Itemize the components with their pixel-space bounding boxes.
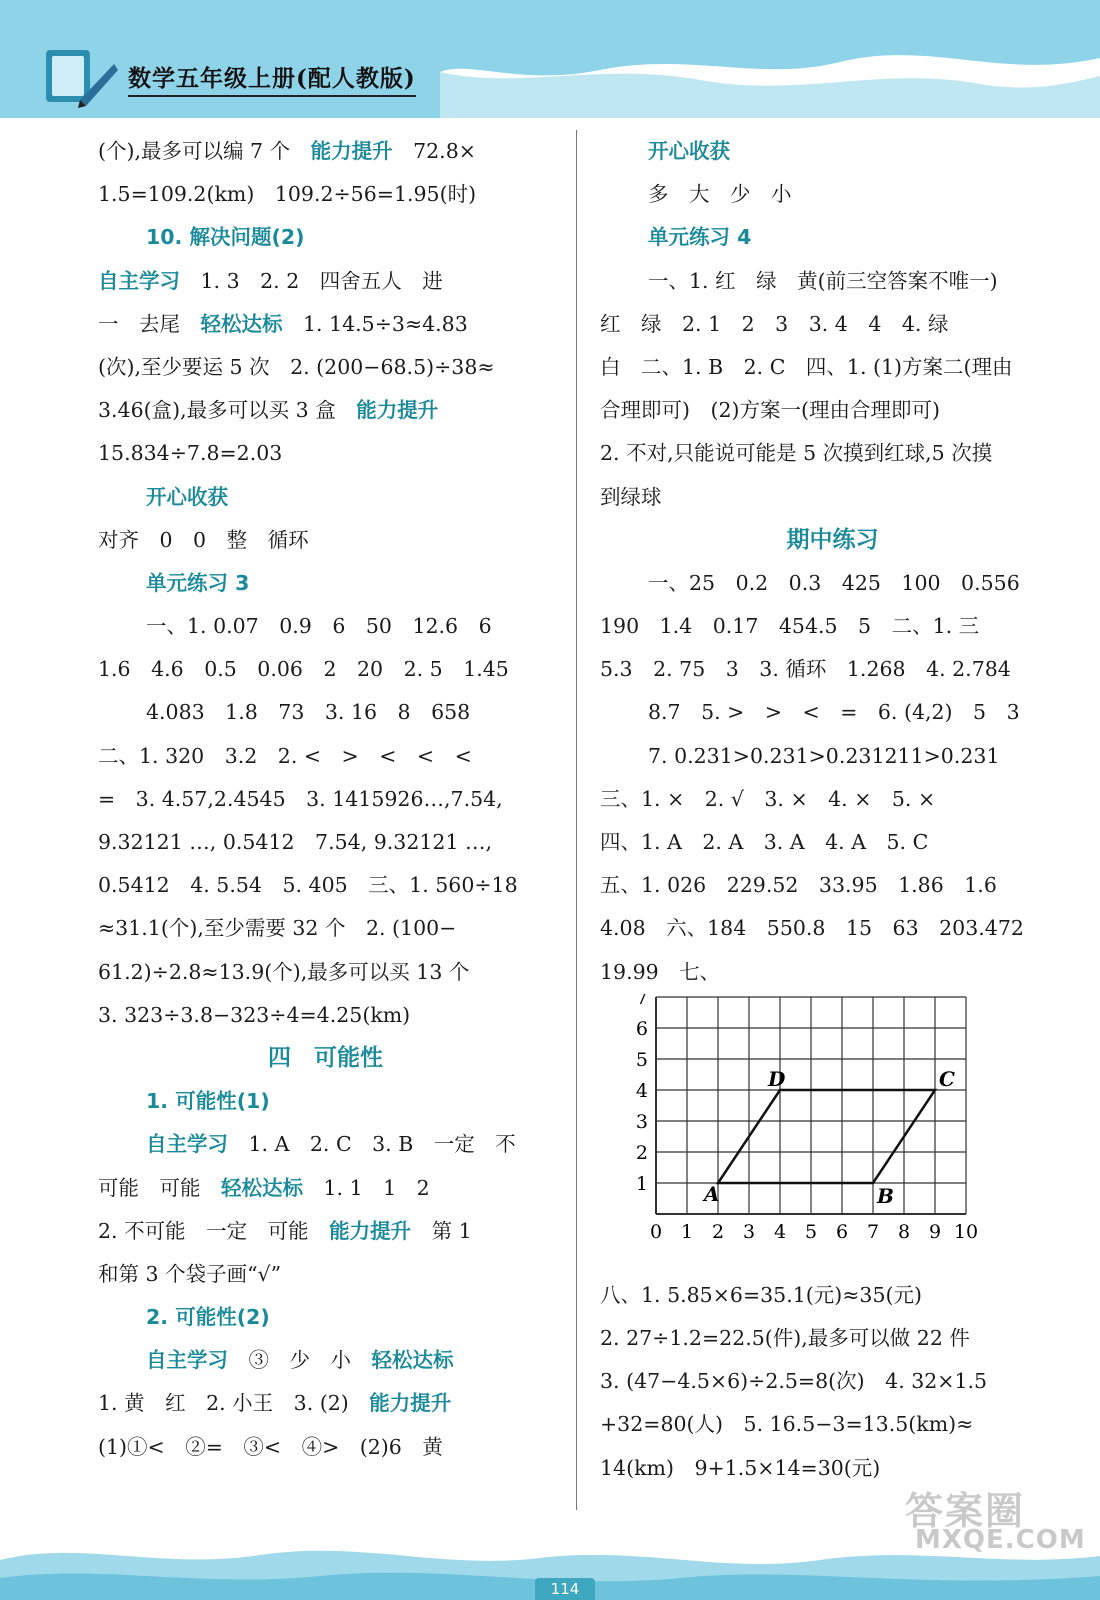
answer-line [600,1317,1065,1360]
answer-text: 4.08 六、184 550.8 15 63 203.472 [600,916,1024,941]
x-tick-label: 6 [835,1220,849,1243]
answer-line [98,476,553,519]
answer-text: 3.46(盒),最多可以买 3 盒 [98,398,357,423]
x-tick-label: 8 [897,1220,911,1243]
answer-text: 三、1. × 2. √ 3. × 4. × 5. × [600,786,936,811]
answer-line [600,951,1065,994]
answer-text: 1.6 4.6 0.5 0.06 2 20 2. 5 1.45 [98,657,509,682]
watermark-text: 答案圈 [905,1489,1026,1533]
answer-line [98,907,553,950]
answer-line [98,519,553,562]
answer-text: 一 去尾 [98,311,201,336]
x-tick-label: 1 [680,1220,694,1243]
answer-text: 五、1. 026 229.52 33.95 1.86 1.6 [600,873,997,898]
answer-line [98,605,553,648]
answer-line [600,432,1065,475]
section-label: 能力提升 [310,139,393,163]
coordinate-grid [600,994,1065,1274]
answer-text: 多 大 少 小 [648,182,792,207]
answer-text: 一、25 0.2 0.3 425 100 0.556 [648,570,1020,595]
section-label: 轻松达标 [371,1348,454,1373]
answer-text: 19.99 七、 [600,959,721,984]
x-tick-label: 10 [953,1220,979,1243]
answer-line [98,216,553,259]
answer-text: 3. 323÷3.8−323÷4=4.25(km) [98,1002,411,1027]
x-tick-label: 4 [773,1220,787,1243]
header-wave-band [0,0,1100,118]
coordinate-grid-figure [600,994,1065,1274]
answer-line [600,648,1065,691]
answer-line [600,216,1065,259]
answer-line [98,1253,553,1296]
x-tick-label: 9 [928,1220,942,1243]
answer-line [600,605,1065,648]
answer-line [600,519,1065,562]
answer-line [600,691,1065,734]
answer-line [98,951,553,994]
answer-text: 8.7 5. > > < = 6. (4,2) 5 3 [648,700,1020,725]
answer-line [98,260,553,303]
section-label: 自主学习 [146,1132,228,1157]
point-label: B [877,1183,894,1208]
answer-text: 和第 3 个袋子画“√” [98,1261,282,1286]
answer-line [600,907,1065,950]
x-tick-label: 0 [649,1220,663,1243]
answer-line [98,1167,553,1210]
answer-line [98,691,553,734]
answer-line [98,1123,553,1166]
answer-text: 1. A 2. C 3. B 一定 不 [228,1132,516,1157]
x-tick-label: 3 [742,1220,756,1243]
answer-text: 二、1. 320 3.2 2. < > < < < [98,743,472,768]
y-tick-label: 4 [635,1079,648,1102]
answer-line [600,389,1065,432]
y-tick-label: 3 [635,1110,648,1133]
answer-text: 合理即可) (2)方案一(理由合理即可) [600,398,941,423]
page-number: 114 [535,1578,595,1600]
answer-text: 5.3 2. 75 3 3. 循环 1.268 4. 2.784 [600,657,1011,682]
section-label: 自主学习 [146,1348,228,1373]
section-label: 轻松达标 [200,311,283,336]
left-column [98,130,553,1469]
answer-line [98,864,553,907]
answer-line [98,1382,553,1425]
answer-line [98,1037,553,1080]
answer-text: 0.5412 4. 5.54 5. 405 三、1. 560÷18 [98,873,518,898]
section-label: 单元练习 4 [648,225,752,250]
section-label: 能力提升 [356,398,439,423]
answer-line [600,173,1065,216]
y-tick-label: 2 [635,1141,648,1164]
answer-text: 到绿球 [600,484,662,509]
answer-line [600,303,1065,346]
answer-text: = 3. 4.57,2.4545 3. 1415926…,7.54, [98,786,503,811]
y-tick-label: 6 [635,1017,648,1040]
answer-line [98,1296,553,1339]
answer-text: 4.083 1.8 73 3. 16 8 658 [146,700,471,725]
answer-text: (次),至少要运 5 次 2. (200−68.5)÷38≈ [98,354,495,379]
answer-line [600,130,1065,173]
x-tick-label: 7 [866,1220,880,1243]
answer-line [600,1403,1065,1446]
answer-line [98,389,553,432]
answer-text: (1)①< ②= ③< ④> (2)6 黄 [98,1434,443,1459]
answer-line [600,260,1065,303]
answer-text: 白 二、1. B 2. C 四、1. (1)方案二(理由 [600,354,1013,379]
answer-text: 190 1.4 0.17 454.5 5 二、1. 三 [600,614,980,639]
answer-line [600,735,1065,778]
answer-text: 7. 0.231>0.231>0.231211>0.231 [648,743,1000,768]
answer-line [98,735,553,778]
answer-line [600,1360,1065,1403]
answer-text: +32=80(人) 5. 16.5−3=13.5(km)≈ [600,1412,974,1437]
section-label: 四 可能性 [268,1044,383,1071]
answer-text: 红 绿 2. 1 2 3 3. 4 4 4. 绿 [600,311,949,336]
section-label: 开心收获 [146,484,228,509]
answer-text: 1. 3 2. 2 四舍五人 进 [180,268,443,293]
point-label: A [704,1181,720,1206]
y-tick-label: 7 [635,993,648,1009]
section-label: 2. 可能性(2) [146,1305,270,1330]
page-title: 数学五年级上册(配人教版) [128,60,416,97]
answer-line [98,778,553,821]
answer-line [600,346,1065,389]
x-tick-label: 5 [804,1220,818,1243]
answer-text: (个),最多可以编 7 个 [98,139,311,163]
answer-line [98,562,553,605]
answer-line [98,648,553,691]
section-label: 1. 可能性(1) [146,1089,270,1114]
answer-line [600,476,1065,519]
section-label: 能力提升 [329,1218,412,1243]
section-label: 开心收获 [648,139,730,163]
answer-line [98,303,553,346]
answer-text: 2. 不可能 一定 可能 [98,1218,330,1243]
answer-text: 72.8× [392,139,476,163]
answer-text: 2. 不对,只能说可能是 5 次摸到红球,5 次摸 [600,441,993,466]
answer-line [600,562,1065,605]
answer-line [98,1210,553,1253]
answer-line [98,173,553,216]
x-tick-label: 2 [711,1220,725,1243]
section-label: 10. 解决问题(2) [146,225,305,250]
point-label: D [768,1066,786,1091]
answer-text: 对齐 0 0 整 循环 [98,527,309,552]
answer-line [600,821,1065,864]
answer-line [98,994,553,1037]
y-tick-label: 1 [635,1172,648,1195]
answer-text: 可能 可能 [98,1175,221,1200]
right-column [600,130,1065,1490]
answer-line [98,130,553,173]
answer-text: ≈31.1(个),至少需要 32 个 2. (100− [98,916,457,941]
answer-text: 9.32121 …, 0.5412 7.54, 9.32121 …, [98,830,493,854]
answer-text: 1. 黄 红 2. 小王 3. (2) [98,1391,370,1416]
answer-line [98,346,553,389]
answer-line [600,1274,1065,1317]
answer-line [98,1339,553,1382]
book-pencil-icon [40,40,120,110]
section-label: 自主学习 [98,268,180,293]
answer-line [600,778,1065,821]
answer-text: 14(km) 9+1.5×14=30(元) [600,1455,881,1480]
section-label: 单元练习 3 [146,570,250,595]
answer-text: 1. 14.5÷3≈4.83 [282,311,468,336]
answer-text: 八、1. 5.85×6=35.1(元)≈35(元) [600,1282,923,1307]
answer-text: 1. 1 1 2 [303,1175,430,1200]
answer-text: 1.5=109.2(km) 109.2÷56=1.95(时) [98,182,477,207]
answer-text: 3. (47−4.5×6)÷2.5=8(次) 4. 32×1.5 [600,1369,988,1394]
watermark-url: MXQE.COM [915,1525,1086,1555]
answer-text: 一、1. 红 绿 黄(前三空答案不唯一) [648,268,998,293]
answer-line [600,864,1065,907]
answer-text: 一、1. 0.07 0.9 6 50 12.6 6 [146,614,492,639]
y-tick-label: 5 [635,1048,648,1071]
answer-line [98,432,553,475]
answer-line [98,821,553,864]
answer-text: 第 1 [411,1218,472,1243]
answer-text: 15.834÷7.8=2.03 [98,441,283,466]
section-label: 期中练习 [786,526,879,553]
answer-line [98,1426,553,1469]
column-divider [576,130,577,1510]
parallelogram-abcd [718,1090,935,1183]
answer-text: 2. 27÷1.2=22.5(件),最多可以做 22 件 [600,1325,970,1350]
section-label: 轻松达标 [221,1175,303,1200]
point-label: C [939,1066,955,1091]
answer-text: ③ 少 小 [228,1348,372,1373]
answer-text: 61.2)÷2.8≈13.9(个),最多可以买 13 个 [98,959,470,984]
answer-text: 四、1. A 2. A 3. A 4. A 5. C [600,830,929,854]
answer-line [98,1080,553,1123]
section-label: 能力提升 [369,1391,452,1416]
